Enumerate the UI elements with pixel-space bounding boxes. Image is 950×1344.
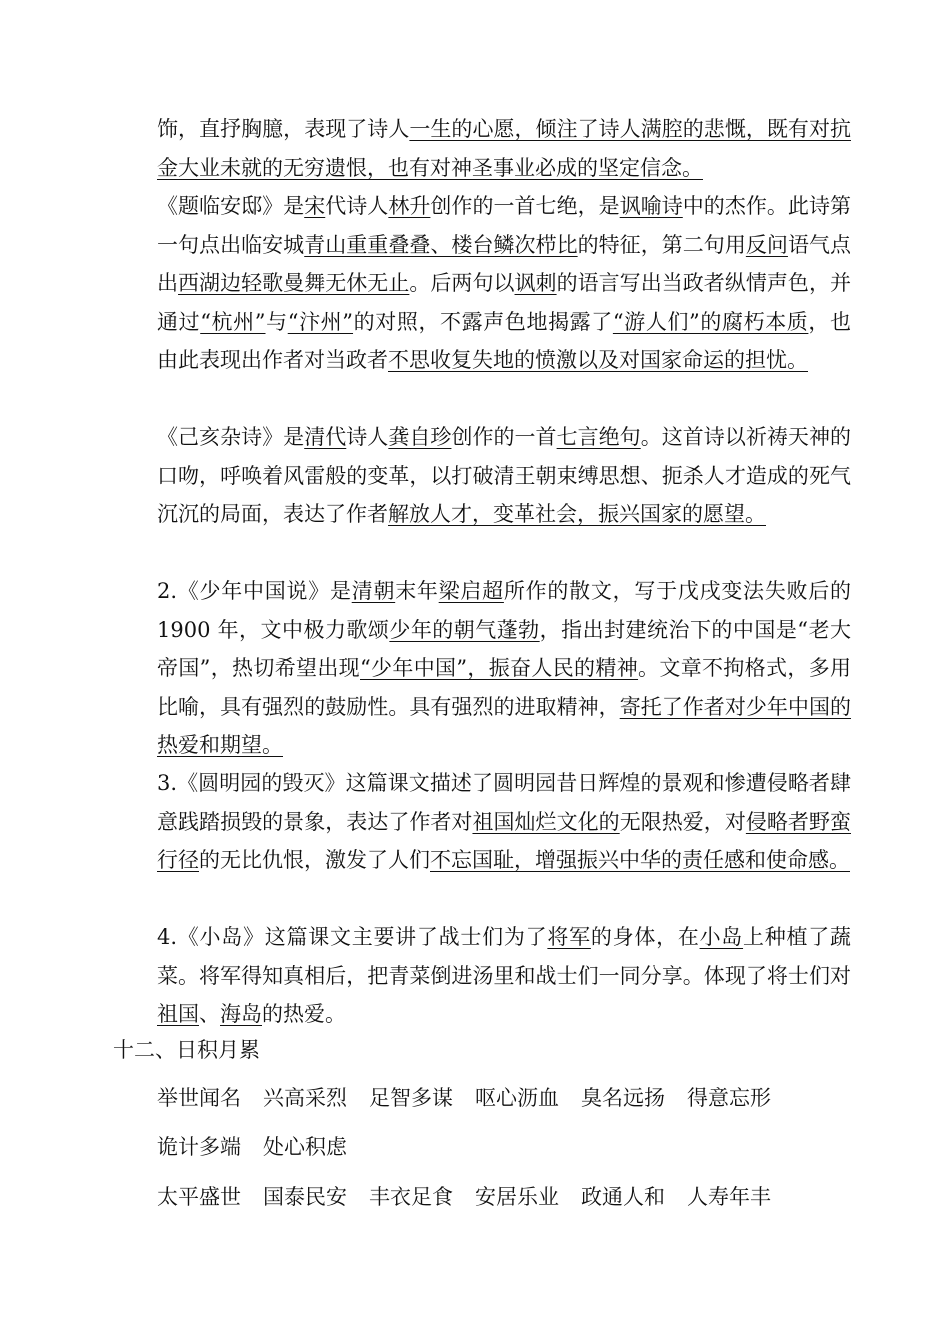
- paragraph-poem-summary: [157, 110, 851, 187]
- section-heading: 十二、日积月累: [113, 1038, 260, 1062]
- underlined-text: 少年的朝气蓬勃: [389, 617, 540, 642]
- underlined-text: 反问: [745, 232, 788, 257]
- underlined-text: 小岛: [699, 925, 744, 949]
- paragraph-yuan-ming-yuan: [157, 764, 851, 880]
- idiom: 处心积虑: [263, 1135, 347, 1159]
- text-run: 的特征，第二句用: [577, 232, 746, 257]
- text-run: 的对照，不露声色地揭露了: [353, 309, 613, 334]
- text-run: ，也由此表现出作者对当政者: [157, 309, 852, 372]
- underlined-text: 解放人才，变革社会，振兴国家的愿望。: [388, 502, 766, 526]
- idiom: 政通人和: [581, 1185, 665, 1209]
- underlined-text: 梁启超: [438, 579, 504, 603]
- idiom-row: [157, 1178, 793, 1216]
- text-run: 中的杰作。此诗第一句点出临安城: [157, 194, 851, 257]
- underlined-text: 西湖边轻歌曼舞无休无止: [178, 271, 410, 295]
- text-run: 《题临安邸》是: [157, 194, 305, 218]
- text-run: 4.《小岛》这篇课文主要讲了战士们为了: [157, 925, 548, 949]
- underlined-text: 讽喻诗: [619, 194, 683, 218]
- underlined-text: “少年中国”，振奋人民的精神: [360, 656, 639, 680]
- text-run: 所作的散文，写于戊戌变法失败后的 1900 年，文中极力歌颂: [157, 579, 852, 642]
- idiom: 举世闻名: [157, 1086, 241, 1110]
- underlined-text: 将军: [547, 925, 591, 949]
- idiom: 得意忘形: [687, 1086, 771, 1110]
- idiom: 呕心沥血: [475, 1086, 559, 1110]
- underlined-text: “游人们”的腐朽本质: [612, 309, 809, 334]
- text-run: 无限热爱，对: [619, 809, 746, 834]
- text-run: 代诗人: [325, 194, 389, 218]
- text-run: 2.《少年中国说》是: [157, 579, 352, 603]
- text-run: 《己亥杂诗》是: [157, 425, 305, 449]
- underlined-text: 祖国灿烂文化的: [472, 809, 620, 834]
- underlined-text: 祖国: [157, 1002, 199, 1026]
- underlined-text: 不思收复失地的愤激以及对国家命运的担忧。: [388, 348, 808, 372]
- underlined-text: 七言绝句: [556, 425, 641, 449]
- text-run: 的无比仇恨，激发了人们: [199, 848, 430, 872]
- underlined-text: 青山重重叠叠、楼台鳞次栉比: [304, 232, 578, 257]
- text-run: 诗人: [346, 425, 389, 449]
- underlined-text: 宋: [304, 194, 326, 218]
- text-run: 与: [265, 309, 288, 334]
- text-run: 。后两句以: [409, 271, 515, 295]
- text-run: 的热爱。: [262, 1002, 346, 1026]
- text-run: 。这首诗以祈祷天神的口吻，呼唤着风雷般的变革，以打破清王朝束缚思想、扼杀人才造成的死气沉沉的局面，表达了作者: [157, 425, 851, 526]
- paragraph-shao-nian-zhong-guo-shuo: [157, 572, 851, 765]
- text-run: 、: [199, 1002, 220, 1026]
- underlined-text: 林升: [388, 194, 431, 218]
- underlined-text: 龚自珍: [388, 425, 452, 449]
- idiom: 兴高采烈: [263, 1086, 347, 1110]
- idiom-row: [157, 1128, 369, 1166]
- text-run: 创作的一首七绝，是: [430, 194, 620, 218]
- text-run: 上种植了蔬菜。将军得知真相后，把青菜倒进汤里和战士们一同分享。体现了将士们对: [157, 925, 852, 988]
- text-run: 的语言写出当政者纵情声色，并通过: [157, 271, 851, 334]
- underlined-text: 寄托了作者对少年中国的热爱和期望。: [157, 694, 851, 757]
- text-run: 3.《圆明园的毁灭》这篇课文描述了圆明园昔日辉煌的景观和惨遭侵略者肆意践踏损毁的景象，表达了作者对: [157, 771, 851, 834]
- paragraph-xiao-dao: [157, 918, 851, 1034]
- text-run: 饰，直抒胸臆，表现了诗人: [157, 117, 410, 141]
- idiom-row: [157, 1079, 793, 1117]
- idiom: 太平盛世: [157, 1185, 241, 1209]
- underlined-text: “杭州”: [200, 309, 266, 334]
- paragraph-ji-hai-za-shi: [157, 418, 851, 534]
- underlined-text: 不忘国耻，增强振兴中华的责任感和使命感。: [430, 848, 850, 872]
- paragraph-ti-lin-an-di: [157, 187, 851, 380]
- idiom: 丰衣足食: [369, 1185, 453, 1209]
- idiom: 人寿年丰: [687, 1185, 771, 1209]
- underlined-text: 清代: [304, 425, 347, 449]
- underlined-text: “汴州”: [287, 309, 354, 334]
- underlined-text: 清朝: [351, 579, 396, 603]
- text-run: 创作的一首: [451, 425, 557, 449]
- text-run: ，指出封建统治下的中国是“老大帝国”，热切希望出现: [157, 617, 851, 680]
- underlined-text: 侵略者野蛮行径: [157, 809, 851, 872]
- idiom: 足智多谋: [369, 1086, 453, 1110]
- underlined-text: 一生的心愿，倾注了诗人满腔的悲慨，既有对抗金大业未就的无穷遗恨，也有对神圣事业必成的坚定信念。: [157, 117, 851, 180]
- text-run: 。文章不拘格式，多用比喻，具有强烈的鼓励性。具有强烈的进取精神，: [157, 656, 851, 719]
- idiom: 国泰民安: [263, 1185, 347, 1209]
- idiom: 诡计多端: [157, 1135, 241, 1159]
- text-run: 的身体，在: [590, 925, 700, 949]
- idiom: 安居乐业: [475, 1185, 559, 1209]
- text-run: 语气点出: [157, 232, 851, 295]
- idiom: 臭名远扬: [581, 1086, 665, 1110]
- text-run: 末年: [395, 579, 439, 603]
- underlined-text: 讽刺: [514, 271, 557, 295]
- underlined-text: 海岛: [220, 1002, 262, 1026]
